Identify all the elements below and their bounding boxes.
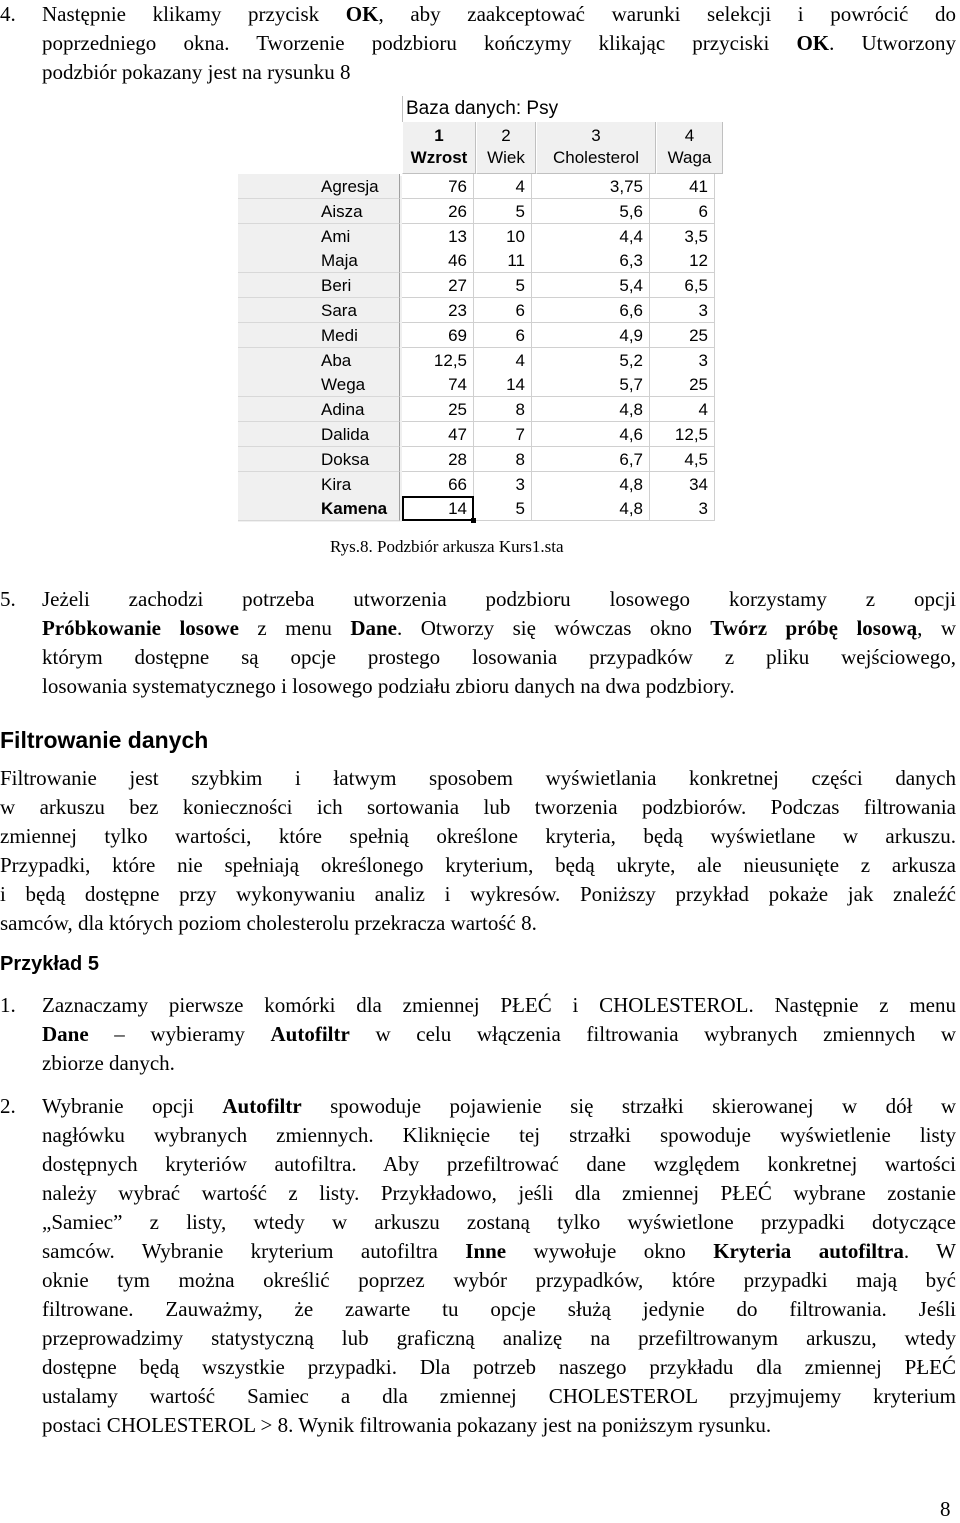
- row-header[interactable]: Aba: [238, 348, 400, 373]
- paragraph-step-1: [42, 991, 956, 1078]
- text-line: zbiorze danych.: [42, 1051, 175, 1075]
- table-cell[interactable]: 5,2: [532, 348, 650, 373]
- row-header[interactable]: Medi: [238, 323, 400, 348]
- table-cell[interactable]: 41: [650, 174, 715, 199]
- table-cell[interactable]: 47: [402, 422, 474, 447]
- row-header[interactable]: Wega: [238, 372, 400, 397]
- table-cell[interactable]: 5,7: [532, 372, 650, 397]
- table-row: [238, 422, 715, 447]
- bold-term: OK: [345, 2, 379, 26]
- table-cell[interactable]: 6,6: [532, 298, 650, 323]
- table-cell[interactable]: 3: [650, 298, 715, 323]
- table-cell[interactable]: 6,5: [650, 273, 715, 298]
- table-row: [238, 273, 715, 298]
- row-header[interactable]: Ami: [238, 224, 400, 249]
- text-line: oknie tym można określić poprzez wybór przypadków, które przypadki mają być: [42, 1268, 956, 1292]
- table-cell[interactable]: 4: [474, 174, 532, 199]
- table-cell[interactable]: 5,4: [532, 273, 650, 298]
- text-line: samców, dla których poziom cholesterolu przekracza wartość 8.: [0, 911, 537, 935]
- text-line: którym dostępne są opcje prostego losowania przypadków z pliku wejściowego,: [42, 645, 956, 669]
- table-cell[interactable]: 66: [402, 472, 474, 497]
- column-headers: [402, 122, 723, 174]
- text-line: podzbiór pokazany jest na rysunku 8: [42, 60, 351, 84]
- table-cell[interactable]: 4,6: [532, 422, 650, 447]
- text-line: zmiennej tylko wartości, które spełnią określone kryteria, będą wyświetlane w arkuszu.: [0, 824, 956, 848]
- column-name: Wzrost: [410, 148, 468, 167]
- row-header[interactable]: Kamena: [238, 496, 400, 521]
- table-cell[interactable]: 26: [402, 199, 474, 224]
- table-cell[interactable]: 4,8: [532, 397, 650, 422]
- table-cell[interactable]: 4,8: [532, 496, 650, 521]
- row-header[interactable]: Dalida: [238, 422, 400, 447]
- table-row: [238, 447, 715, 472]
- text-line: należy wybrać wartość z listy. Przykładowo, jeśli dla zmiennej PŁEĆ wybrane zostanie: [42, 1181, 956, 1205]
- table-cell[interactable]: 4,4: [532, 224, 650, 249]
- column-number: 4: [684, 126, 695, 145]
- table-cell[interactable]: 74: [402, 372, 474, 397]
- page-number: 8: [940, 1497, 951, 1521]
- text-line: samców. Wybranie kryterium autofiltra Inne wywołuje okno Kryteria autofiltra. W: [42, 1239, 956, 1263]
- table-cell[interactable]: 5: [474, 496, 532, 521]
- row-header[interactable]: Kira: [238, 472, 400, 497]
- row-header[interactable]: Sara: [238, 298, 400, 323]
- table-cell[interactable]: 69: [402, 323, 474, 348]
- bold-term: Autofiltr: [270, 1022, 350, 1046]
- column-name: Wiek: [487, 148, 525, 167]
- row-header[interactable]: Doksa: [238, 447, 400, 472]
- bold-term: Próbkowanie losowe: [42, 616, 239, 640]
- table-cell[interactable]: 12,5: [650, 422, 715, 447]
- table-cell[interactable]: 14: [402, 496, 474, 521]
- table-row: [238, 397, 715, 422]
- table-cell[interactable]: 3,5: [650, 224, 715, 249]
- text-line: postaci CHOLESTEROL > 8. Wynik filtrowania pokazany jest na poniższym rysunku.: [42, 1413, 772, 1437]
- table-cell[interactable]: 23: [402, 298, 474, 323]
- bold-term: Dane: [42, 1022, 89, 1046]
- table-cell[interactable]: 6,7: [532, 447, 650, 472]
- table-cell[interactable]: 3: [650, 348, 715, 373]
- text-line: nagłówku wybranych zmiennych. Kliknięcie tej strzałki spowoduje wyświetlenie listy: [42, 1123, 956, 1147]
- table-cell[interactable]: 4,8: [532, 472, 650, 497]
- row-header[interactable]: Maja: [238, 248, 400, 273]
- example-heading: Przykład 5: [0, 953, 99, 975]
- table-cell[interactable]: 4,5: [650, 447, 715, 472]
- list-number-5: 5.: [0, 587, 16, 611]
- section-heading: Filtrowanie danych: [0, 727, 209, 753]
- text-line: Następnie klikamy przycisk OK, aby zaakceptować warunki selekcji i powrócić do: [42, 2, 956, 26]
- table-cell[interactable]: 11: [474, 248, 532, 273]
- table-cell[interactable]: 5: [474, 199, 532, 224]
- column-header[interactable]: [402, 122, 476, 174]
- table-cell[interactable]: 6: [650, 199, 715, 224]
- table-cell[interactable]: 3: [650, 496, 715, 521]
- table-cell[interactable]: 3: [474, 472, 532, 497]
- table-cell[interactable]: 12: [650, 248, 715, 273]
- text-line: Jeżeli zachodzi potrzeba utworzenia podzbioru losowego korzystamy z opcji: [42, 587, 956, 611]
- table-cell[interactable]: 46: [402, 248, 474, 273]
- table-cell[interactable]: 6: [474, 323, 532, 348]
- table-cell[interactable]: 25: [650, 323, 715, 348]
- table-cell[interactable]: 34: [650, 472, 715, 497]
- text-line: dostępne będą wszystkie przypadki. Dla potrzeb naszego przykładu dla zmiennej PŁEĆ: [42, 1355, 956, 1379]
- table-cell[interactable]: 14: [474, 372, 532, 397]
- text-line: i będą dostępne przy wykonywaniu analiz i wykresów. Poniższy przykład pokaże jak znaleźć: [0, 882, 956, 906]
- list-number-2: 2.: [0, 1094, 16, 1118]
- text-line: Filtrowanie jest szybkim i łatwym sposobem wyświetlania konkretnej części danych: [0, 766, 956, 790]
- column-number: 2: [501, 126, 511, 145]
- table-cell[interactable]: 4: [474, 348, 532, 373]
- table-row: [238, 372, 715, 397]
- figure-caption: Rys.8. Podzbiór arkusza Kurs1.sta: [330, 537, 564, 556]
- table-cell[interactable]: 6: [474, 298, 532, 323]
- column-header[interactable]: [536, 122, 656, 174]
- text-line: Wybranie opcji Autofiltr spowoduje pojawienie się strzałki skierowanej w dół w: [42, 1094, 956, 1118]
- column-number: 1: [434, 126, 444, 145]
- spreadsheet-figure: [238, 96, 718, 522]
- list-number-4: 4.: [0, 2, 16, 26]
- table-cell[interactable]: 28: [402, 447, 474, 472]
- table-cell[interactable]: 27: [402, 273, 474, 298]
- paragraph-step-4: [42, 0, 956, 87]
- column-name: Waga: [667, 148, 712, 167]
- table-row: [238, 174, 715, 199]
- bold-term: Inne: [465, 1239, 507, 1263]
- table-cell[interactable]: 5,6: [532, 199, 650, 224]
- table-cell[interactable]: 3,75: [532, 174, 650, 199]
- column-header[interactable]: [656, 122, 723, 174]
- text-line: Przypadki, które nie spełniają określonego kryterium, będą ukryte, ale nieusunięte z arkusza: [0, 853, 956, 877]
- row-header[interactable]: Beri: [238, 273, 400, 298]
- table-row: [238, 323, 715, 348]
- table-cell[interactable]: 10: [474, 224, 532, 249]
- text-line: poprzedniego okna. Tworzenie podzbioru kończymy klikając przyciski OK. Utworzony: [42, 31, 956, 55]
- text-line: „Samiec” z listy, wtedy w arkuszu zostaną tylko wyświetlone przypadki dotyczące: [42, 1210, 956, 1234]
- list-number-1: 1.: [0, 993, 16, 1017]
- text-line: w arkuszu bez konieczności ich sortowania lub tworzenia podzbiorów. Podczas filtrowania: [0, 795, 956, 819]
- table-row: [238, 199, 715, 224]
- bold-term: Kryteria autofiltra: [713, 1239, 904, 1263]
- table-row: [238, 248, 715, 273]
- column-number: 3: [591, 126, 601, 145]
- bold-term: Twórz próbę losową: [710, 616, 918, 640]
- row-header[interactable]: Agresja: [238, 174, 400, 199]
- text-line: przeprowadzimy statystyczną lub graficzną analizę na przefiltrowanym arkuszu, wtedy: [42, 1326, 956, 1350]
- text-line: dostępnych kryteriów autofiltra. Aby przefiltrować dane względem konkretnej wartości: [42, 1152, 956, 1176]
- table-row: [238, 348, 715, 373]
- table-cell[interactable]: 13: [402, 224, 474, 249]
- text-line: losowania systematycznego i losowego podziału zbioru danych na dwa podzbiory.: [42, 674, 735, 698]
- text-line: filtrowane. Zauważmy, że zawarte tu opcje służą jedynie do filtrowania. Jeśli: [42, 1297, 956, 1321]
- table-cell[interactable]: 8: [474, 397, 532, 422]
- table-cell[interactable]: 4: [650, 397, 715, 422]
- table-cell[interactable]: 25: [402, 397, 474, 422]
- bold-term: Dane: [350, 616, 397, 640]
- row-header[interactable]: Adina: [238, 397, 400, 422]
- table-cell[interactable]: 7: [474, 422, 532, 447]
- text-line: Zaznaczamy pierwsze komórki dla zmiennej PŁEĆ i CHOLESTEROL. Następnie z menu: [42, 993, 956, 1017]
- paragraph-step-5: [42, 585, 956, 701]
- table-cell[interactable]: 76: [402, 174, 474, 199]
- table-cell[interactable]: 5: [474, 273, 532, 298]
- table-row: [238, 224, 715, 249]
- bold-term: Autofiltr: [222, 1094, 302, 1118]
- table-cell[interactable]: 12,5: [402, 348, 474, 373]
- table-cell[interactable]: 6,3: [532, 248, 650, 273]
- text-line: ustalamy wartość Samiec a dla zmiennej CHOLESTEROL przyjmujemy kryterium: [42, 1384, 956, 1408]
- table-cell[interactable]: 25: [650, 372, 715, 397]
- column-name: Cholesterol: [553, 148, 639, 167]
- column-header[interactable]: [476, 122, 536, 174]
- bold-term: OK: [796, 31, 830, 55]
- table-row: [238, 472, 715, 497]
- table-cell[interactable]: 4,9: [532, 323, 650, 348]
- spreadsheet-title: Baza danych: Psy: [402, 96, 722, 122]
- text-line: Próbkowanie losowe z menu Dane. Otworzy się wówczas okno Twórz próbę losową, w: [42, 616, 956, 640]
- paragraph-step-2: [42, 1092, 956, 1440]
- section-body: [0, 764, 956, 938]
- row-header[interactable]: Aisza: [238, 199, 400, 224]
- table-cell[interactable]: 8: [474, 447, 532, 472]
- table-row: [238, 298, 715, 323]
- text-line: Dane – wybieramy Autofiltr w celu włączenia filtrowania wybranych zmiennych w: [42, 1022, 956, 1046]
- table-row: [238, 496, 715, 521]
